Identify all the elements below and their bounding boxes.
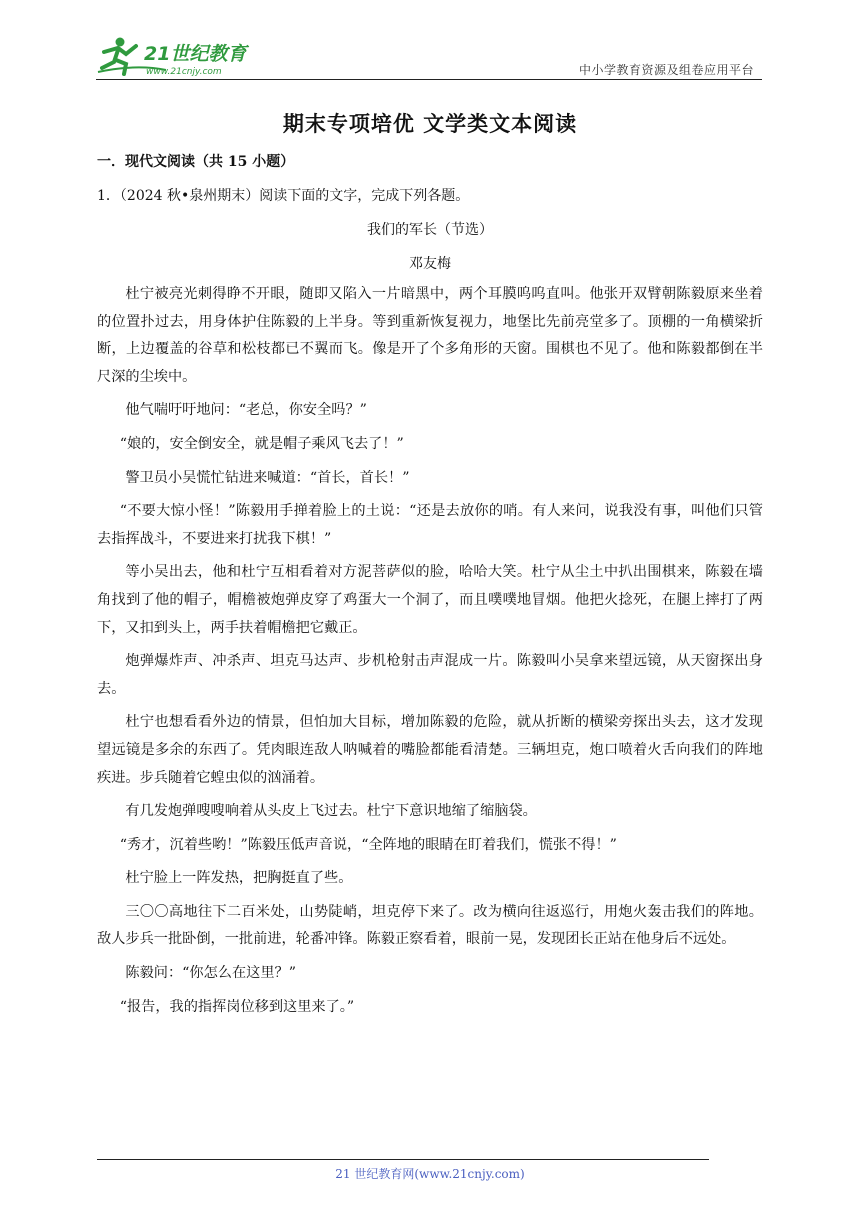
page-title: 期末专项培优 文学类文本阅读 bbox=[282, 111, 578, 136]
paragraph: 有几发炮弹嗖嗖响着从头皮上飞过去。杜宁下意识地缩了缩脑袋。 bbox=[125, 803, 537, 820]
article-body bbox=[97, 281, 763, 1027]
article-author: 邓友梅 bbox=[409, 256, 451, 272]
paragraph: “秀才，沉着些哟！”陈毅压低声音说，“全阵地的眼睛在盯着我们，慌张不得！” bbox=[119, 836, 617, 853]
paragraph: 陈毅问：“你怎么在这里？” bbox=[125, 965, 296, 982]
article-title: 我们的军长（节选） bbox=[367, 222, 493, 238]
question-prompt: 1．（2024 秋•泉州期末）阅读下面的文字，完成下列各题。 bbox=[97, 188, 470, 204]
footer-link[interactable]: 21 世纪教育网(www.21cnjy.com) bbox=[335, 1167, 525, 1181]
site-logo bbox=[96, 34, 266, 78]
paragraph: 炮弹爆炸声、冲杀声、坦克马达声、步机枪射击声混成一片。陈毅叫小吴拿来望远镜，从天窗探出身去。 bbox=[97, 653, 763, 697]
paragraph: 警卫员小吴慌忙钻进来喊道：“首长，首长！” bbox=[125, 469, 410, 486]
page-header bbox=[96, 34, 762, 80]
logo-text: 21世纪教育 bbox=[144, 43, 247, 65]
paragraph: 三〇〇高地往下二百米处，山势陡峭，坦克停下来了。改为横向往返巡行，用炮火轰击我们的阵地。敌人步兵一批卧倒，一批前进，轮番冲锋。陈毅正察看着，眼前一晃，发现团长正站在他身后不远处。 bbox=[97, 903, 763, 948]
paragraph: 他气喘吁吁地问：“老总，你安全吗？” bbox=[125, 402, 367, 419]
paragraph: 杜宁脸上一阵发热，把胸挺直了些。 bbox=[125, 870, 353, 887]
footer-divider bbox=[97, 1159, 709, 1160]
paragraph: 杜宁也想看看外边的情景，但怕加大目标，增加陈毅的危险，就从折断的横梁旁探出头去，这才发现望远镜是多余的东西了。凭肉眼连敌人呐喊着的嘴脸都能看清楚。三辆坦克，炮口喷着火舌向我们的阵地疾进。步兵随着它蝗虫似的汹涌着。 bbox=[97, 714, 763, 786]
paragraph: 等小吴出去，他和杜宁互相看着对方泥菩萨似的脸，哈哈大笑。杜宁从尘土中扒出围棋来，陈毅在墙角找到了他的帽子，帽檐被炮弹皮穿了鸡蛋大一个洞了，而且噗噗地冒烟。他把火捻死，在腿上摔打了两下，又扣到头上，两手扶着帽檐把它戴正。 bbox=[97, 564, 763, 636]
paragraph: “报告，我的指挥岗位移到这里来了。” bbox=[119, 998, 355, 1015]
paragraph: 杜宁被亮光刺得睁不开眼，随即又陷入一片暗黑中，两个耳膜呜呜直叫。他张开双臂朝陈毅原来坐着的位置扑过去，用身体护住陈毅的上半身。等到重新恢复视力，地堡比先前亮堂多了。顶棚的一角横梁折断，上边覆盖的谷草和松枝都已不翼而飞。像是开了个多角形的天窗。围棋也不见了。他和陈毅都倒在半尺深的尘埃中。 bbox=[97, 286, 763, 385]
header-divider bbox=[96, 79, 762, 80]
paragraph: “娘的，安全倒安全，就是帽子乘风飞去了！” bbox=[119, 435, 404, 452]
platform-name: 中小学教育资源及组卷应用平台 bbox=[578, 63, 754, 77]
section-heading: 一．现代文阅读（共 15 小题） bbox=[97, 154, 295, 170]
paragraph: “不要大惊小怪！”陈毅用手掸着脸上的土说：“还是去放你的哨。有人来问，说我没有事，叫他们只管去指挥战斗，不要进来打扰我下棋！” bbox=[97, 503, 763, 547]
logo-url: www.21cnjy.com bbox=[146, 67, 222, 77]
